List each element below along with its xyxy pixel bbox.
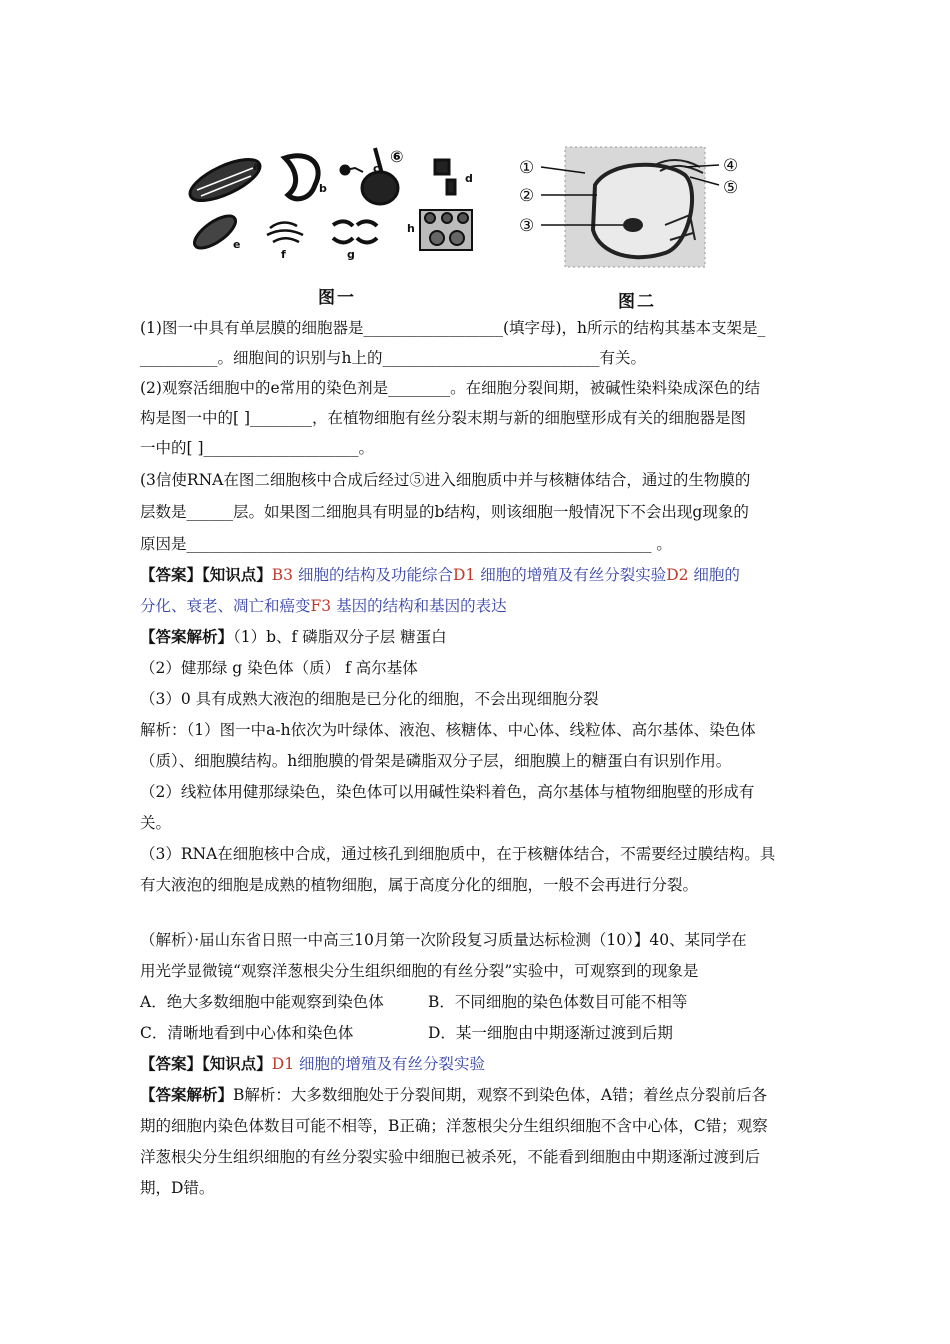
kp-code: B3 <box>271 566 294 584</box>
answer2-line1 <box>140 1085 820 1105</box>
answer1-knowledge-line2 <box>140 596 820 616</box>
membrane-h <box>420 210 472 250</box>
kp-code: D1 <box>452 566 476 584</box>
option-a: A．绝大多数细胞中能观察到染色体 <box>140 993 384 1011</box>
golgi-f <box>267 223 303 243</box>
figure-two <box>515 145 765 270</box>
nucleus-outline <box>593 165 692 257</box>
answer1-exp2: （质）、细胞膜结构。h细胞膜的骨架是磷脂双分子层，细胞膜上的糖蛋白有识别作用。 <box>140 752 732 770</box>
analysis-label: 【答案解析】 <box>140 1085 234 1104</box>
answer1-exp4: 关。 <box>140 814 172 832</box>
answer-text: B解析：大多数细胞处于分裂间期，观察不到染色体，A错；着丝点分裂前后各 <box>233 1086 768 1104</box>
label-a: a <box>253 160 261 173</box>
label-d: d <box>465 172 473 185</box>
label-three: ③ <box>519 216 535 236</box>
answer2-knowledge-line <box>140 1054 820 1074</box>
answer2-line3: 洋葱根尖分生组织细胞的有丝分裂实验中细胞已被杀死，不能看到细胞由中期逐渐过渡到后 <box>140 1148 761 1166</box>
option-d: D．某一细胞由中期逐渐过渡到后期 <box>428 1024 673 1042</box>
answer1-exp6: 有大液泡的细胞是成熟的植物细胞，属于高度分化的细胞，一般不会再进行分裂。 <box>140 876 699 894</box>
kp-text: 细胞的增殖及有丝分裂实验 <box>475 566 667 584</box>
label-h: h <box>407 222 415 235</box>
q3-line3: 原因是____________________________________________________________ 。 <box>140 535 672 553</box>
chromosome-g <box>333 221 377 242</box>
kp-code: D1 <box>271 1055 295 1073</box>
kp-text: 细胞的 <box>688 566 740 584</box>
q40-line2: 用光学显微镜“观察洋葱根尖分生组织细胞的有丝分裂”实验中，可观察到的现象是 <box>140 962 699 980</box>
analysis-label: 【答案解析】 <box>140 627 234 646</box>
answer-text: （1）b、f 磷脂双分子层 糖蛋白 <box>233 628 447 646</box>
label-e: e <box>233 238 241 251</box>
centriole-d <box>435 160 455 194</box>
label-six: ⑥ <box>390 147 404 166</box>
figure-two-caption: 图二 <box>618 292 656 312</box>
answer1-knowledge-line1 <box>140 565 820 585</box>
answer1-exp5: （3）RNA在细胞核中合成，通过核孔到细胞质中，在于核糖体结合，不需要经过膜结构。具 <box>140 845 776 863</box>
q3-line2: 层数是______层。如果图二细胞具有明显的b结构，则该细胞一般情况下不会出现g现象的 <box>140 503 749 521</box>
answer-prefix: 【答案】【知识点】 <box>140 1054 272 1073</box>
label-f: f <box>281 248 286 261</box>
kp-text: 基因的结构和基因的表达 <box>331 597 507 615</box>
label-c: c <box>373 162 380 175</box>
option-b: B．不同细胞的染色体数目可能不相等 <box>428 993 688 1011</box>
label-g: g <box>347 248 355 261</box>
answer2-line4: 期，D错。 <box>140 1179 215 1197</box>
answer1-a2: （2）健那绿 g 染色体（质） f 高尔基体 <box>140 659 418 677</box>
kp-text: 分化、衰老、凋亡和癌变 <box>140 597 311 615</box>
q3-line1: (3信使RNA在图二细胞核中合成后经过⑤进入细胞质中并与核糖体结合，通过的生物膜的 <box>140 471 751 489</box>
label-five: ⑤ <box>723 178 739 198</box>
answer2-line2: 期的细胞内染色体数目可能不相等，B正确；洋葱根尖分生组织细胞不含中心体，C错；观察 <box>140 1117 768 1135</box>
q40-options-cd <box>140 1023 820 1043</box>
vacuole-b <box>285 156 318 199</box>
label-four: ④ <box>723 156 739 176</box>
q40-options-ab <box>140 992 820 1012</box>
label-b: b <box>319 182 327 195</box>
q2-line2: 构是图一中的[ ]________，在植物细胞有丝分裂末期与新的细胞壁形成有关的细胞器是图 <box>140 409 747 427</box>
answer1-analysis-line <box>140 627 820 647</box>
kp-code: F3 <box>310 597 332 615</box>
figure-one <box>185 140 480 265</box>
q40-line1: （解析）·届山东省日照一中高三10月第一次阶段复习质量达标检测（10）】40、某同学在 <box>140 931 747 949</box>
answer1-exp1: 解析：（1）图一中a-h依次为叶绿体、液泡、核糖体、中心体、线粒体、高尔基体、染色体 <box>140 721 756 739</box>
answer-prefix: 【答案】【知识点】 <box>140 565 272 584</box>
figure-one-caption: 图一 <box>318 288 356 308</box>
answer1-exp3: （2）线粒体用健那绿染色，染色体可以用碱性染料着色，高尔基体与植物细胞壁的形成有 <box>140 783 755 801</box>
kp-text: 细胞的增殖及有丝分裂实验 <box>294 1055 485 1073</box>
label-two: ② <box>519 186 535 206</box>
nucleolus <box>623 218 643 232</box>
label-one: ① <box>519 158 535 178</box>
kp-text: 细胞的结构及功能综合 <box>293 566 453 584</box>
kp-code: D2 <box>666 566 689 584</box>
q2-line3: 一中的[ ]____________________。 <box>140 439 375 457</box>
q1-line2: __________。细胞间的识别与h上的____________________________有关。 <box>140 349 646 367</box>
option-c: C．清晰地看到中心体和染色体 <box>140 1024 354 1042</box>
answer1-a3: （3）0 具有成熟大液泡的细胞是已分化的细胞，不会出现细胞分裂 <box>140 690 599 708</box>
q1-line1: (1)图一中具有单层膜的细胞器是__________________(填字母)，h所示的结构其基本支架是_ <box>140 319 766 337</box>
q2-line1: (2)观察活细胞中的e常用的染色剂是________。在细胞分裂间期，被碱性染料染成深色的结 <box>140 379 761 397</box>
